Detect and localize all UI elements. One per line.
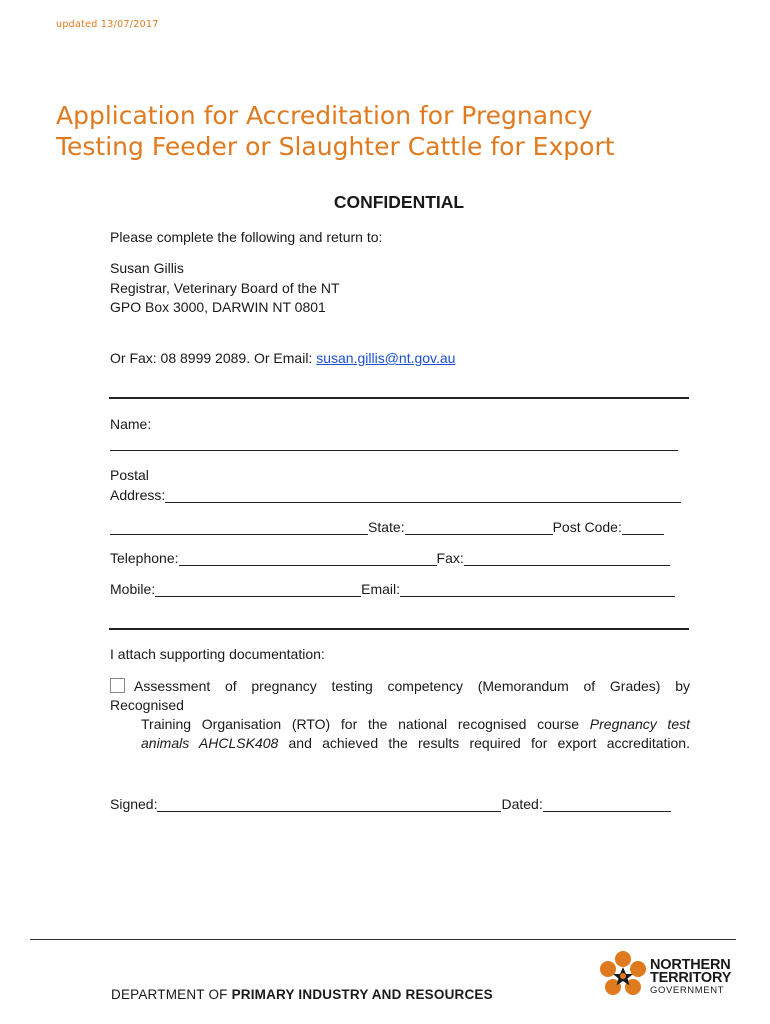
doc-line-2: Recognised	[110, 697, 184, 713]
return-address-block	[110, 259, 340, 318]
signature-field[interactable]	[157, 795, 501, 812]
email-label: Email:	[361, 581, 401, 597]
telephone-field[interactable]	[179, 549, 437, 566]
recipient-name: Susan Gillis	[110, 260, 184, 276]
recipient-position: Registrar, Veterinary Board of the NT	[110, 279, 340, 296]
return-intro: Please complete the following and return to:	[110, 229, 383, 245]
postal-label-2: Address:	[110, 487, 166, 503]
department-name: DEPARTMENT OF PRIMARY INDUSTRY AND RESOURCES	[111, 987, 493, 1002]
logo-line-1: NORTHERN	[650, 957, 731, 973]
postal-address-field[interactable]	[165, 486, 681, 503]
desert-rose-icon	[598, 950, 648, 1000]
telephone-label: Telephone:	[110, 550, 179, 566]
email-link[interactable]: susan.gillis@nt.gov.au	[316, 350, 456, 366]
title-line-1: Application for Accreditation for Pregnancy	[56, 101, 593, 130]
logo-wordmark	[650, 959, 731, 996]
dated-label: Dated:	[501, 796, 543, 812]
doc-line-4: animals AHCLSK408 and achieved the results required for export accreditation.	[141, 735, 690, 751]
email-field[interactable]	[400, 580, 675, 597]
suburb-field[interactable]	[110, 518, 368, 535]
nt-government-logo	[598, 950, 738, 1002]
documentation-intro: I attach supporting documentation:	[110, 646, 325, 662]
state-field[interactable]	[405, 518, 553, 535]
section-divider-2	[109, 628, 689, 630]
postal-address-row	[110, 483, 681, 503]
mobile-email-row	[110, 577, 675, 597]
fax-field[interactable]	[464, 549, 670, 566]
page-title	[56, 100, 736, 162]
recipient-postal: GPO Box 3000, DARWIN NT 0801	[110, 299, 326, 315]
postal-label-1: Postal	[110, 467, 149, 483]
fax-email-text: Or Fax: 08 8999 2089. Or Email:	[110, 350, 317, 366]
competency-description	[110, 677, 690, 753]
date-field[interactable]	[543, 795, 671, 812]
state-label: State:	[368, 519, 405, 535]
name-field[interactable]	[110, 434, 678, 451]
mobile-field[interactable]	[155, 580, 361, 597]
state-postcode-row	[110, 515, 664, 535]
updated-date: updated 13/07/2017	[56, 19, 159, 30]
footer-divider	[30, 939, 736, 940]
doc-line-3: Training Organisation (RTO) for the national recognised course Pregnancy test	[141, 716, 690, 732]
phone-fax-row	[110, 546, 670, 566]
mobile-label: Mobile:	[110, 581, 156, 597]
logo-line-2: TERRITORY	[650, 970, 732, 986]
name-label: Name:	[110, 416, 152, 432]
doc-line-1: Assessment of pregnancy testing competency (Memorandum of Grades) by	[134, 678, 690, 694]
signature-row	[110, 792, 671, 812]
signed-label: Signed:	[110, 796, 158, 812]
confidential-heading: CONFIDENTIAL	[333, 192, 465, 212]
postcode-label: Post Code:	[552, 519, 622, 535]
title-line-2: Testing Feeder or Slaughter Cattle for Export	[56, 132, 615, 161]
fax-label: Fax:	[436, 550, 464, 566]
fax-email-line	[110, 350, 455, 366]
postcode-field[interactable]	[622, 518, 664, 535]
logo-line-3: GOVERNMENT	[650, 985, 725, 996]
section-divider	[109, 397, 689, 399]
